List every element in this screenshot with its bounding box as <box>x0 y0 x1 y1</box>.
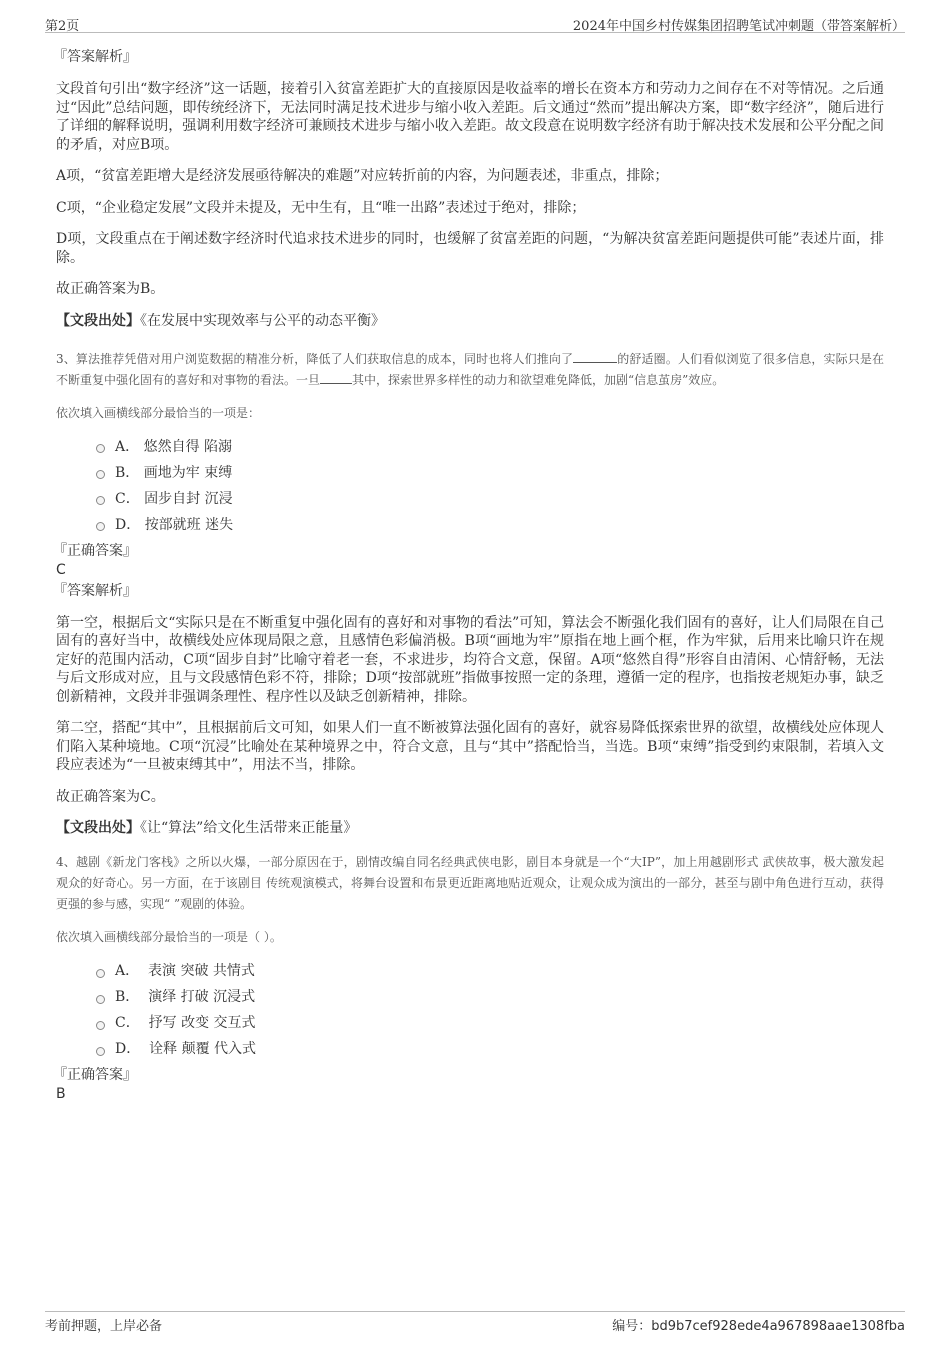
radio-circle-icon[interactable] <box>96 1021 105 1030</box>
question-4-instruction: 依次填入画横线部分最恰当的一项是（ ）。 <box>56 930 282 944</box>
analysis-conclusion: 故正确答案为B。 <box>56 281 165 297</box>
analysis-paragraph: 文段首句引出“数字经济”这一话题，接着引入贫富差距扩大的直接原因是收益率的增长在资本方和劳动力之间存在不对等情况。之后通过“因此”总结问题，即传统经济下，无法同时满足技术进步与缩小收入差距。后文通过“然而”提出解决方案，即“数字经济”，随后进行了详细的解释说明，强调利用数字经济可兼顾技术进步与缩小收入差距。故文段意在说明数字经济有助于解决技术发展和公平分配之间的矛盾，对应B项。 <box>56 81 884 153</box>
correct-answer-label: 『正确答案』 <box>53 1067 137 1083</box>
page-number: 第2页 <box>45 19 80 34</box>
analysis-paragraph-2: 第二空，搭配“其中”，且根据前后文可知，如果人们一直不断被算法强化固有的喜好，就容易降低探索世界的欲望，故横线处应体现人们陷入某种境地。C项“沉浸”比喻处在某种境界之中，符合文意，且与“其中”搭配恰当，当选。B项“束缚”指受到约束限制，若填入文段应表述为“一旦被束缚其中”，用法不当，排除。 <box>56 720 884 773</box>
option-a[interactable]: A． 悠然自得 陷溺 <box>96 434 884 460</box>
radio-circle-icon[interactable] <box>96 1047 105 1056</box>
document-body <box>53 44 884 1104</box>
source-label: 【文段出处】 <box>56 312 140 329</box>
option-b[interactable]: B． 画地为牢 束缚 <box>96 460 884 486</box>
analysis-option-a: A项，“贫富差距增大是经济发展亟待解决的难题”对应转折前的内容，为问题表述，非重点，排除； <box>56 168 669 184</box>
source-title: 《在发展中实现效率与公平的动态平衡》 <box>140 312 385 329</box>
option-a[interactable]: A． 表演 突破 共情式 <box>96 958 884 984</box>
question-3-instruction: 依次填入画横线部分最恰当的一项是： <box>56 405 261 420</box>
radio-circle-icon[interactable] <box>96 496 105 505</box>
analysis-option-d: D项，文段重点在于阐述数字经济时代追求技术进步的同时，也缓解了贫富差距的问题，“为解决贫富差距问题提供可能”表述片面，排除。 <box>56 231 884 266</box>
footer-slogan: 考前押题，上岸必备 <box>45 1319 163 1334</box>
analysis-label: 『答案解析』 <box>53 49 137 65</box>
document-code: 编号：bd9b7cef928ede4a967898aae1308fba <box>612 1319 905 1334</box>
question-4-stem: 4、越剧《新龙门客栈》之所以火爆，一部分原因在于，剧情改编自同名经典武侠电影，剧目本身就是一个“大IP”，加上用越剧形式 武侠故事，极大激发起观众的好奇心。另一方面，在于该剧目 传统观演模式，将舞台设置和布景更近距离地贴近观众，让观众成为演出的一部分，甚至与剧中角色进行互动，获得更强的参与感，实现“ ”观剧的体验。 <box>56 855 884 911</box>
correct-answer-label: 『正确答案』 <box>53 542 137 559</box>
analysis-option-c: C项，“企业稳定发展”文段并未提及，无中生有，且“唯一出路”表述过于绝对，排除； <box>56 199 586 216</box>
radio-circle-icon[interactable] <box>96 522 105 531</box>
source-citation <box>56 819 884 838</box>
question-3-stem: 3、算法推荐凭借对用户浏览数据的精准分析，降低了人们获取信息的成本，同时也将人们推向了 的舒适圈。人们看似浏览了很多信息，实际只是在不断重复中强化固有的喜好和对事物的看法。一旦 其中，探索世界多样性的动力和欲望难免降低，加剧“信息茧房”效应。 <box>56 351 884 387</box>
analysis-paragraph-1: 第一空，根据后文“实际只是在不断重复中强化固有的喜好和对事物的看法”可知，算法会不断强化我们固有的喜好，让人们局限在自己固有的喜好当中，故横线处应体现局限之意，且感情色彩偏消极。B项“画地为牢”原指在地上画个框，作为牢狱，后用来比喻只许在规定好的范围内活动，C项“固步自封”比喻守着老一套，不求进步，均符合文意，保留。A项“悠然自得”形容自由清闲、心情舒畅，无法与后文形成对应，且与文段感情色彩不符，排除；D项“按部就班”指做事按照一定的条理，遵循一定的程序，也指按老规矩办事，缺乏创新精神，文段并非强调条理性、程序性以及缺乏创新精神，排除。 <box>56 614 884 705</box>
source-citation <box>56 312 884 331</box>
page-footer <box>45 1311 905 1334</box>
option-b[interactable]: B． 演绎 打破 沉浸式 <box>96 984 884 1010</box>
analysis-label: 『答案解析』 <box>53 582 137 599</box>
source-title: 《让“算法”给文化生活带来正能量》 <box>140 820 358 836</box>
document-title: 2024年中国乡村传媒集团招聘笔试冲刺题（带答案解析） <box>572 19 905 34</box>
radio-circle-icon[interactable] <box>96 470 105 479</box>
radio-circle-icon[interactable] <box>96 969 105 978</box>
option-c[interactable]: C． 固步自封 沉浸 <box>96 486 884 512</box>
analysis-conclusion: 故正确答案为C。 <box>56 788 165 805</box>
blank-1 <box>573 351 617 363</box>
question-3-options <box>96 434 884 538</box>
source-label: 【文段出处】 <box>56 820 140 836</box>
radio-circle-icon[interactable] <box>96 444 105 453</box>
page-header <box>45 13 905 33</box>
blank-2 <box>320 372 352 384</box>
correct-answer-value: B <box>56 1086 66 1102</box>
option-d[interactable]: D． 诠释 颠覆 代入式 <box>96 1036 884 1062</box>
question-4-options <box>96 958 884 1062</box>
radio-circle-icon[interactable] <box>96 995 105 1004</box>
option-c[interactable]: C． 抒写 改变 交互式 <box>96 1010 884 1036</box>
correct-answer-value: C <box>56 561 66 578</box>
option-d[interactable]: D． 按部就班 迷失 <box>96 512 884 538</box>
